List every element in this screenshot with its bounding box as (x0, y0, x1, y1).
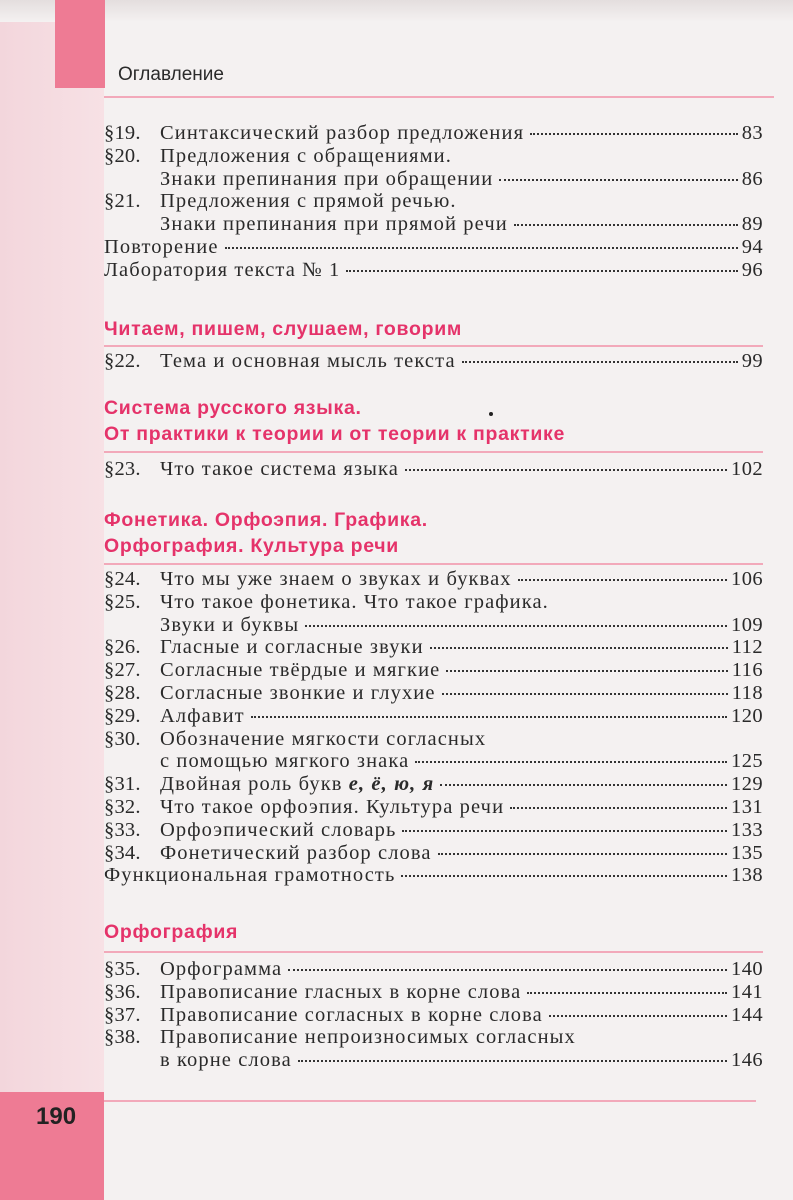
section-number: §31. (104, 773, 141, 796)
section-number: §34. (104, 841, 141, 864)
toc-entry-continuation (104, 749, 763, 774)
toc-entry (104, 567, 763, 592)
toc-entry (104, 144, 763, 169)
page-reference: 141 (731, 980, 763, 1003)
page-reference: 99 (741, 350, 763, 372)
entry-title: в корне слова (160, 1049, 292, 1072)
section-divider (104, 451, 763, 453)
dot-leader (514, 224, 738, 226)
section-heading: Орфография. Культура речи (104, 535, 399, 557)
dot-leader (430, 647, 728, 649)
letters-emphasis: е, ё, ю, я (348, 773, 435, 796)
entry-title: Фонетический разбор слова (160, 841, 432, 864)
entry-title: Синтаксический разбор предложения (160, 122, 525, 144)
entry-title: Двойная роль букв е, ё, ю, я (160, 773, 435, 796)
entry-title: Алфавит (160, 704, 245, 727)
entry-title: Что такое система языка (160, 458, 399, 480)
dot-leader (499, 179, 737, 181)
section-number: §24. (104, 568, 141, 590)
toc-entry-continuation (104, 1048, 763, 1073)
entry-title: Обозначение мягкости согласных (160, 727, 487, 750)
toc-entry (104, 772, 763, 797)
dot-leader (442, 693, 728, 695)
entry-title: Знаки препинания при обращении (160, 167, 494, 190)
entry-title: Звуки и буквы (160, 613, 300, 636)
section-heading: Орфография (104, 921, 239, 943)
entry-title: Функциональная грамотность (104, 864, 396, 887)
page-reference: 133 (731, 818, 763, 841)
entry-title: Предложения с обращениями. (160, 144, 452, 167)
section-heading: Читаем, пишем, слушаем, говорим (104, 318, 463, 340)
entry-title: Что такое орфоэпия. Культура речи (160, 796, 505, 818)
section-number: §21. (104, 190, 141, 213)
toc-entry (104, 957, 763, 982)
header-color-tab (55, 0, 105, 88)
page-reference: 112 (731, 636, 763, 659)
toc-entry (104, 635, 763, 660)
section-divider (104, 345, 763, 347)
entry-title: Правописание согласных в корне слова (160, 1003, 543, 1026)
page-number: 190 (36, 1103, 77, 1130)
section-divider (104, 951, 763, 953)
page-title: Оглавление (118, 64, 224, 85)
dot-leader (462, 361, 738, 363)
entry-title: Согласные твёрдые и мягкие (160, 659, 441, 682)
section-number: §22. (104, 350, 141, 372)
toc-entry (104, 841, 763, 866)
page-reference: 129 (731, 773, 763, 796)
toc-entry-continuation (104, 212, 763, 237)
dot-leader (549, 1015, 727, 1017)
page-reference: 125 (731, 750, 763, 773)
page-reference: 83 (741, 122, 763, 144)
page-reference: 89 (741, 213, 763, 236)
dot-leader (438, 853, 727, 855)
section-number: §36. (104, 980, 141, 1003)
toc-entry (104, 980, 763, 1005)
dot-leader (446, 670, 727, 672)
section-divider (104, 563, 763, 565)
dot-leader (405, 469, 727, 471)
toc-entry (104, 818, 763, 843)
dot-leader (401, 875, 727, 877)
entry-title: Орфоэпический словарь (160, 818, 397, 841)
section-heading: Фонетика. Орфоэпия. Графика. (104, 509, 428, 531)
section-number: §30. (104, 727, 141, 750)
entry-title: Правописание гласных в корне слова (160, 980, 522, 1003)
section-number: §23. (104, 458, 141, 480)
toc-entry (104, 704, 763, 729)
toc-entry (104, 590, 763, 615)
toc-entry (104, 189, 763, 214)
toc-entry (104, 258, 763, 283)
section-number: §32. (104, 796, 141, 818)
section-number: §19. (104, 122, 141, 144)
section-number: §20. (104, 144, 141, 167)
table-of-contents (104, 0, 774, 1100)
page-reference: 146 (731, 1049, 763, 1072)
page-reference: 94 (741, 236, 763, 258)
dot-leader (510, 807, 727, 809)
page-reference: 118 (731, 682, 763, 704)
dot-leader (288, 969, 727, 971)
section-number: §28. (104, 682, 141, 704)
entry-title: Лаборатория текста № 1 (104, 258, 341, 281)
dot-leader (402, 830, 727, 832)
section-heading: Система русского языка. (104, 397, 362, 419)
toc-entry (104, 727, 763, 752)
dot-leader (251, 716, 727, 718)
entry-title: Орфограмма (160, 958, 283, 980)
toc-entry (104, 681, 763, 706)
toc-entry (104, 1025, 763, 1050)
dot-leader (225, 247, 738, 249)
entry-title: Правописание непроизносимых согласных (160, 1026, 576, 1049)
section-number: §38. (104, 1026, 141, 1049)
dot-leader (415, 761, 727, 763)
toc-entry (104, 121, 763, 146)
dot-leader (440, 784, 727, 786)
page-reference: 102 (731, 458, 763, 480)
entry-title: с помощью мягкого знака (160, 750, 410, 773)
toc-entry-continuation (104, 167, 763, 192)
toc-entry (104, 457, 763, 482)
entry-title: Тема и основная мысль текста (160, 350, 456, 372)
toc-entry (104, 863, 763, 888)
page-reference: 120 (731, 704, 763, 727)
footer-divider (104, 1100, 756, 1102)
section-number: §35. (104, 958, 141, 980)
toc-entry-continuation (104, 613, 763, 638)
page-reference: 140 (731, 958, 763, 980)
entry-title: Согласные звонкие и глухие (160, 682, 436, 704)
page-reference: 135 (731, 841, 763, 864)
entry-title: Повторение (104, 236, 219, 258)
dot-leader (298, 1060, 727, 1062)
dot-leader (346, 270, 737, 272)
toc-entry (104, 795, 763, 820)
toc-entry (104, 658, 763, 683)
section-number: §29. (104, 704, 141, 727)
page-reference: 106 (731, 568, 763, 590)
page-reference: 144 (731, 1003, 763, 1026)
dot-leader (518, 579, 727, 581)
section-number: §27. (104, 659, 141, 682)
toc-entry (104, 235, 763, 260)
dot-leader (530, 133, 738, 135)
entry-title: Предложения с прямой речью. (160, 190, 457, 213)
left-margin-band (0, 0, 104, 1200)
page-reference: 86 (741, 167, 763, 190)
section-heading: От практики к теории и от теории к практике (104, 423, 566, 445)
section-number: §33. (104, 818, 141, 841)
entry-title: Что такое фонетика. Что такое графика. (160, 590, 549, 613)
toc-entry (104, 1003, 763, 1028)
section-number: §25. (104, 590, 141, 613)
page-reference: 109 (731, 613, 763, 636)
page-reference: 131 (731, 796, 763, 818)
toc-entry (104, 349, 763, 374)
page-reference: 96 (741, 258, 763, 281)
dot-leader (527, 992, 727, 994)
section-number: §26. (104, 636, 141, 659)
print-speck (489, 412, 493, 416)
page-reference: 138 (731, 864, 763, 887)
section-number: §37. (104, 1003, 141, 1026)
dot-leader (305, 625, 727, 627)
entry-title: Что мы уже знаем о звуках и буквах (160, 568, 512, 590)
page-reference: 116 (731, 659, 763, 682)
entry-title: Гласные и согласные звуки (160, 636, 424, 659)
entry-title: Знаки препинания при прямой речи (160, 213, 508, 236)
